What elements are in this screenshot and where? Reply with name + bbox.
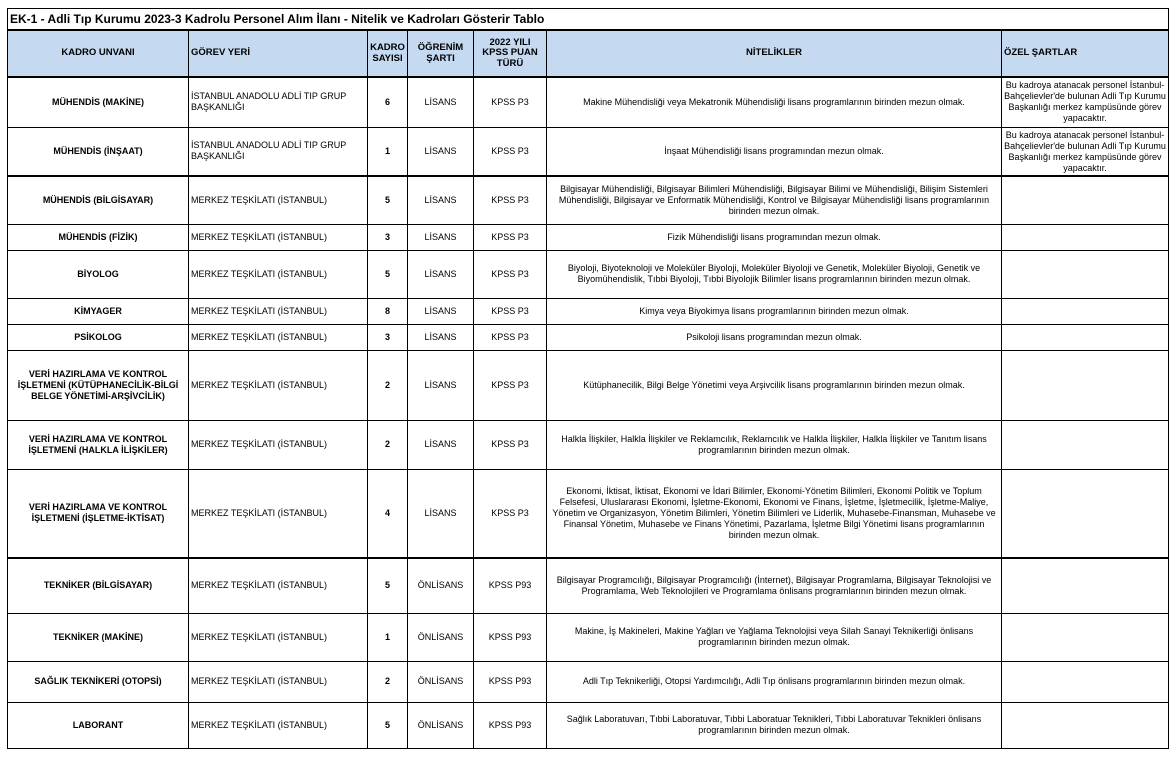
table-row [8, 250, 1169, 298]
gorev-yeri-cell: İSTANBUL ANADOLU ADLİ TIP GRUP BAŞKANLIĞI [189, 127, 368, 176]
header-kadro-sayisi: KADRO SAYISI [368, 30, 408, 77]
ozel-sartlar-cell: Bu kadroya atanacak personel İstanbul-Bahçelievler'de bulunan Adli Tıp Kurumu Başkanlığı merkez kampüsünde görev yapacaktır. [1002, 77, 1169, 127]
kadro-unvani-cell: MÜHENDİS (MAKİNE) [8, 77, 189, 127]
gorev-yeri-cell: MERKEZ TEŞKİLATI (İSTANBUL) [189, 350, 368, 420]
kpss-puan-turu-cell: KPSS P3 [474, 250, 547, 298]
gorev-yeri-cell: İSTANBUL ANADOLU ADLİ TIP GRUP BAŞKANLIĞI [189, 77, 368, 127]
kpss-puan-turu-cell: KPSS P3 [474, 77, 547, 127]
kadro-unvani-cell: BİYOLOG [8, 250, 189, 298]
nitelikler-cell: Kimya veya Biyokimya lisans programlarının birinden mezun olmak. [547, 298, 1002, 324]
kpss-puan-turu-cell: KPSS P3 [474, 350, 547, 420]
kpss-puan-turu-cell: KPSS P3 [474, 298, 547, 324]
ogrenim-sarti-cell: ÖNLİSANS [408, 702, 474, 748]
nitelikler-cell: Sağlık Laboratuvarı, Tıbbi Laboratuvar, Tıbbi Laboratuar Teknikleri, Tıbbi Laboratuvar Teknikleri önlisans programlarının birinden mezun olmak. [547, 702, 1002, 748]
nitelikler-cell: Makine Mühendisliği veya Mekatronik Mühendisliği lisans programlarının birinden mezun olmak. [547, 77, 1002, 127]
table-row [8, 613, 1169, 661]
ogrenim-sarti-cell: LİSANS [408, 224, 474, 250]
kpss-puan-turu-cell: KPSS P3 [474, 469, 547, 558]
ozel-sartlar-cell [1002, 250, 1169, 298]
kpss-puan-turu-cell: KPSS P3 [474, 224, 547, 250]
document-sheet [7, 8, 1169, 749]
kadro-unvani-cell: VERİ HAZIRLAMA VE KONTROL İŞLETMENİ (HALKLA İLİŞKİLER) [8, 420, 189, 469]
kadro-sayisi-cell: 5 [368, 250, 408, 298]
ozel-sartlar-cell [1002, 176, 1169, 224]
ogrenim-sarti-cell: ÖNLİSANS [408, 558, 474, 613]
ogrenim-sarti-cell: ÖNLİSANS [408, 661, 474, 702]
kadro-unvani-cell: MÜHENDİS (FİZİK) [8, 224, 189, 250]
kpss-puan-turu-cell: KPSS P93 [474, 661, 547, 702]
kadro-sayisi-cell: 6 [368, 77, 408, 127]
gorev-yeri-cell: MERKEZ TEŞKİLATI (İSTANBUL) [189, 224, 368, 250]
table-row [8, 298, 1169, 324]
ozel-sartlar-cell [1002, 702, 1169, 748]
ozel-sartlar-cell: Bu kadroya atanacak personel İstanbul-Bahçelievler'de bulunan Adli Tıp Kurumu Başkanlığı merkez kampüsünde görev yapacaktır. [1002, 127, 1169, 176]
kadro-sayisi-cell: 3 [368, 224, 408, 250]
kadro-unvani-cell: VERİ HAZIRLAMA VE KONTROL İŞLETMENİ (İŞLETME-İKTİSAT) [8, 469, 189, 558]
ogrenim-sarti-cell: LİSANS [408, 298, 474, 324]
kadro-unvani-cell: VERİ HAZIRLAMA VE KONTROL İŞLETMENİ (KÜTÜPHANECİLİK-BİLGİ BELGE YÖNETİMİ-ARŞİVCİLİK) [8, 350, 189, 420]
kadro-sayisi-cell: 5 [368, 558, 408, 613]
kadro-unvani-cell: TEKNİKER (BİLGİSAYAR) [8, 558, 189, 613]
table-row [8, 224, 1169, 250]
kadro-unvani-cell: MÜHENDİS (İNŞAAT) [8, 127, 189, 176]
nitelikler-cell: İnşaat Mühendisliği lisans programından mezun olmak. [547, 127, 1002, 176]
table-row [8, 702, 1169, 748]
gorev-yeri-cell: MERKEZ TEŞKİLATI (İSTANBUL) [189, 298, 368, 324]
nitelikler-cell: Bilgisayar Programcılığı, Bilgisayar Programcılığı (İnternet), Bilgisayar Programlama, Bilgisayar Teknolojisi ve Programlama, Web Teknolojileri ve Programlama önlisans programlarının birinden mezun olmak. [547, 558, 1002, 613]
ozel-sartlar-cell [1002, 350, 1169, 420]
positions-table [7, 8, 1169, 749]
table-row [8, 127, 1169, 176]
gorev-yeri-cell: MERKEZ TEŞKİLATI (İSTANBUL) [189, 176, 368, 224]
ogrenim-sarti-cell: LİSANS [408, 420, 474, 469]
table-row [8, 350, 1169, 420]
ozel-sartlar-cell [1002, 558, 1169, 613]
kpss-puan-turu-cell: KPSS P3 [474, 420, 547, 469]
nitelikler-cell: Biyoloji, Biyoteknoloji ve Moleküler Biyoloji, Moleküler Biyoloji ve Genetik, Moleküler Biyoloji, Genetik ve Biyomühendislik, Tıbbi Biyoloji, Tıbbi Biyolojik Bilimler lisans programlarının birinden mezun olmak. [547, 250, 1002, 298]
ogrenim-sarti-cell: LİSANS [408, 469, 474, 558]
nitelikler-cell: Fizik Mühendisliği lisans programından mezun olmak. [547, 224, 1002, 250]
table-row [8, 324, 1169, 350]
kadro-unvani-cell: KİMYAGER [8, 298, 189, 324]
gorev-yeri-cell: MERKEZ TEŞKİLATI (İSTANBUL) [189, 661, 368, 702]
header-kpss: 2022 YILI KPSS PUAN TÜRÜ [474, 30, 547, 77]
kpss-puan-turu-cell: KPSS P93 [474, 702, 547, 748]
kadro-sayisi-cell: 2 [368, 420, 408, 469]
header-nitelikler: NİTELİKLER [547, 30, 1002, 77]
header-ozel-sartlar: ÖZEL ŞARTLAR [1002, 30, 1169, 77]
ozel-sartlar-cell [1002, 324, 1169, 350]
kadro-unvani-cell: SAĞLIK TEKNİKERİ (OTOPSİ) [8, 661, 189, 702]
header-ogrenim-sarti: ÖĞRENİM ŞARTI [408, 30, 474, 77]
table-row [8, 661, 1169, 702]
ozel-sartlar-cell [1002, 661, 1169, 702]
kadro-unvani-cell: PSİKOLOG [8, 324, 189, 350]
nitelikler-cell: Makine, İş Makineleri, Makine Yağları ve Yağlama Teknolojisi veya Silah Sanayi Teknikerliği önlisans programlarının birinden mezun olmak. [547, 613, 1002, 661]
nitelikler-cell: Bilgisayar Mühendisliği, Bilgisayar Bilimleri Mühendisliği, Bilgisayar Bilimi ve Mühendisliği, Bilişim Sistemleri Mühendisliği, Bilgisayar ve Enformatik Mühendisliği, Kontrol ve Bilgisayar Mühendisliği lisans programlarının birinden mezun olmak. [547, 176, 1002, 224]
kadro-sayisi-cell: 5 [368, 176, 408, 224]
table-row [8, 558, 1169, 613]
ogrenim-sarti-cell: LİSANS [408, 350, 474, 420]
gorev-yeri-cell: MERKEZ TEŞKİLATI (İSTANBUL) [189, 469, 368, 558]
header-kadro-unvani: KADRO UNVANI [8, 30, 189, 77]
kpss-puan-turu-cell: KPSS P3 [474, 127, 547, 176]
kadro-unvani-cell: TEKNİKER (MAKİNE) [8, 613, 189, 661]
ogrenim-sarti-cell: LİSANS [408, 250, 474, 298]
gorev-yeri-cell: MERKEZ TEŞKİLATI (İSTANBUL) [189, 420, 368, 469]
table-row [8, 420, 1169, 469]
ozel-sartlar-cell [1002, 298, 1169, 324]
kadro-sayisi-cell: 4 [368, 469, 408, 558]
kadro-unvani-cell: MÜHENDİS (BİLGİSAYAR) [8, 176, 189, 224]
kadro-unvani-cell: LABORANT [8, 702, 189, 748]
kpss-puan-turu-cell: KPSS P3 [474, 176, 547, 224]
kadro-sayisi-cell: 3 [368, 324, 408, 350]
kpss-puan-turu-cell: KPSS P93 [474, 613, 547, 661]
ogrenim-sarti-cell: ÖNLİSANS [408, 613, 474, 661]
gorev-yeri-cell: MERKEZ TEŞKİLATI (İSTANBUL) [189, 558, 368, 613]
ogrenim-sarti-cell: LİSANS [408, 77, 474, 127]
nitelikler-cell: Ekonomi, İktisat, İktisat, Ekonomi ve İdari Bilimler, Ekonomi-Yönetim Bilimleri, Ekonomi Politik ve Toplum Felsefesi, Uluslararası Ekonomi, İşletme-Ekonomi, Ekonomi ve Finans, İşletme, İşletmecilik, İşletme-Maliye, Yönetim ve Organizasyon, Yönetim Bilimleri, Yönetim Bilimleri ve Liderlik, Muhasebe-Finansman, Muhasebe ve Finansal Yönetim, Muhasebe ve Finans Yönetimi, Pazarlama, İşletme Bilgi Yönetimi lisans programlarının birinden mezun olmak. [547, 469, 1002, 558]
document-title: EK-1 - Adli Tıp Kurumu 2023-3 Kadrolu Personel Alım İlanı - Nitelik ve Kadroları Gösterir Tablo [8, 9, 1169, 31]
gorev-yeri-cell: MERKEZ TEŞKİLATI (İSTANBUL) [189, 324, 368, 350]
kadro-sayisi-cell: 2 [368, 661, 408, 702]
ogrenim-sarti-cell: LİSANS [408, 176, 474, 224]
header-gorev-yeri: GÖREV YERİ [189, 30, 368, 77]
kadro-sayisi-cell: 5 [368, 702, 408, 748]
nitelikler-cell: Psikoloji lisans programından mezun olmak. [547, 324, 1002, 350]
kpss-puan-turu-cell: KPSS P3 [474, 324, 547, 350]
table-row [8, 469, 1169, 558]
ozel-sartlar-cell [1002, 224, 1169, 250]
kadro-sayisi-cell: 1 [368, 613, 408, 661]
gorev-yeri-cell: MERKEZ TEŞKİLATI (İSTANBUL) [189, 702, 368, 748]
ogrenim-sarti-cell: LİSANS [408, 324, 474, 350]
ozel-sartlar-cell [1002, 420, 1169, 469]
nitelikler-cell: Adli Tıp Teknikerliği, Otopsi Yardımcılığı, Adli Tıp önlisans programlarının birinden mezun olmak. [547, 661, 1002, 702]
header-row [8, 30, 1169, 77]
ozel-sartlar-cell [1002, 613, 1169, 661]
kadro-sayisi-cell: 2 [368, 350, 408, 420]
ogrenim-sarti-cell: LİSANS [408, 127, 474, 176]
table-row [8, 176, 1169, 224]
gorev-yeri-cell: MERKEZ TEŞKİLATI (İSTANBUL) [189, 250, 368, 298]
title-row [8, 9, 1169, 31]
ozel-sartlar-cell [1002, 469, 1169, 558]
kadro-sayisi-cell: 8 [368, 298, 408, 324]
table-row [8, 77, 1169, 127]
kpss-puan-turu-cell: KPSS P93 [474, 558, 547, 613]
gorev-yeri-cell: MERKEZ TEŞKİLATI (İSTANBUL) [189, 613, 368, 661]
kadro-sayisi-cell: 1 [368, 127, 408, 176]
nitelikler-cell: Kütüphanecilik, Bilgi Belge Yönetimi veya Arşivcilik lisans programlarının birinden mezun olmak. [547, 350, 1002, 420]
nitelikler-cell: Halkla İlişkiler, Halkla İlişkiler ve Reklamcılık, Reklamcılık ve Halkla İlişkiler, Halkla İlişkiler ve Tanıtım lisans programlarının birinden mezun olmak. [547, 420, 1002, 469]
